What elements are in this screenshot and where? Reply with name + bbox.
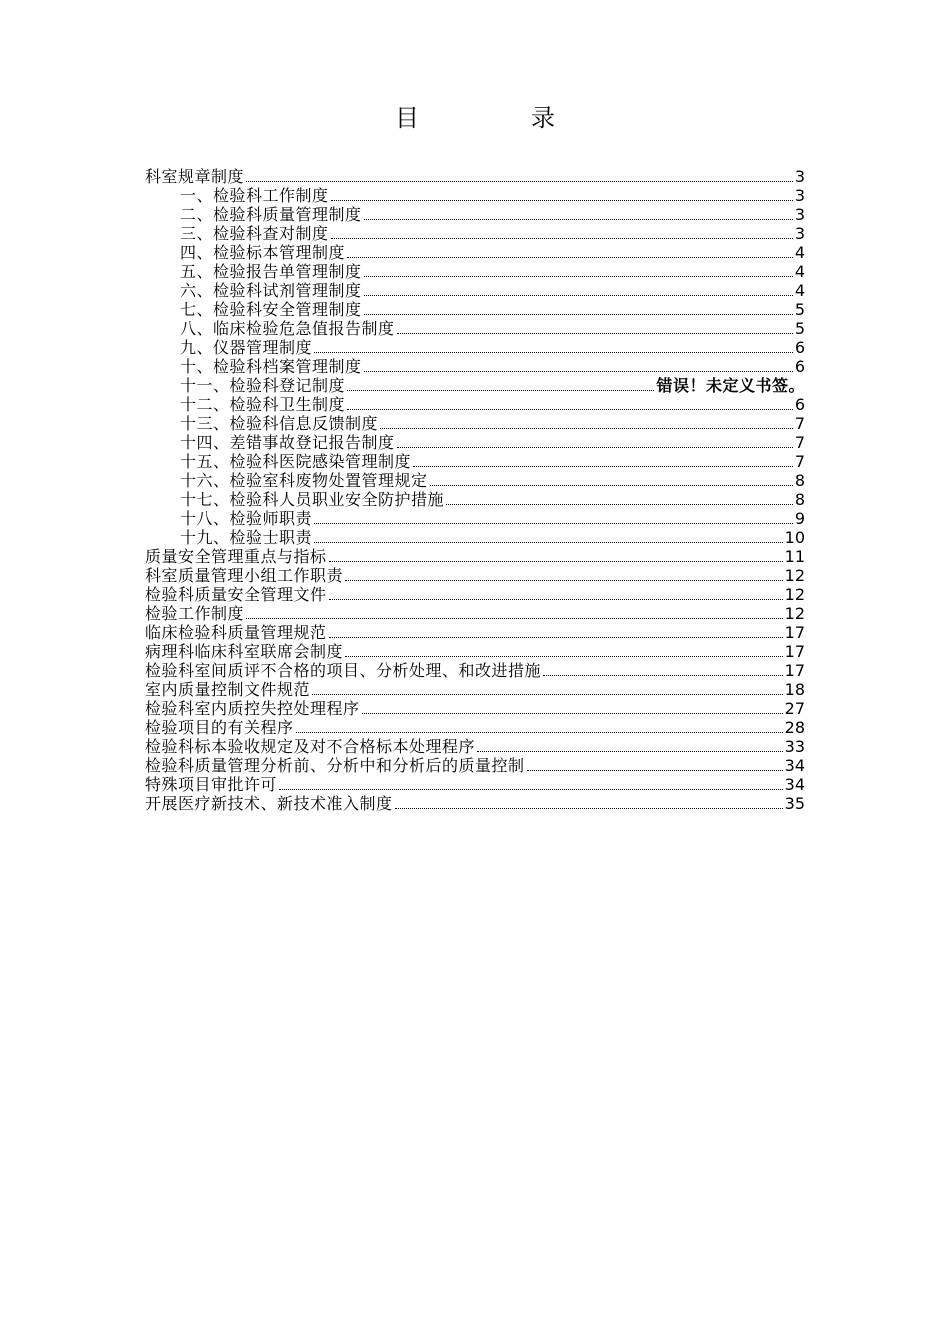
- toc-dot-leader: [314, 352, 793, 353]
- toc-dot-leader: [331, 200, 793, 201]
- toc-entry-label: 病理科临床科室联席会制度: [145, 642, 344, 661]
- toc-entry-label: 室内质量控制文件规范: [145, 680, 311, 699]
- toc-entry-label: 科室规章制度: [145, 167, 245, 186]
- toc-entry-page: 33: [784, 737, 805, 756]
- toc-entry-page: 27: [784, 699, 805, 718]
- toc-entry-label: 质量安全管理重点与指标: [145, 547, 327, 566]
- toc-entry-label: 科室质量管理小组工作职责: [145, 566, 344, 585]
- toc-entry[interactable]: [145, 281, 805, 300]
- toc-dot-leader: [364, 276, 793, 277]
- toc-entry-page: 6: [794, 338, 805, 357]
- toc-dot-leader: [347, 257, 793, 258]
- toc-dot-leader: [312, 694, 783, 695]
- toc-entry[interactable]: [145, 300, 805, 319]
- toc-dot-leader: [314, 542, 783, 543]
- toc-entry[interactable]: [145, 490, 805, 509]
- toc-entry[interactable]: [145, 718, 805, 737]
- toc-entry[interactable]: [145, 452, 805, 471]
- toc-entry[interactable]: [145, 357, 805, 376]
- toc-entry-page: 5: [794, 319, 805, 338]
- toc-entry-error: 错误！未定义书签。: [656, 376, 805, 395]
- toc-entry-label: 六、检验科试剂管理制度: [180, 281, 362, 300]
- toc-dot-leader: [397, 333, 793, 334]
- toc-entry[interactable]: [145, 604, 805, 623]
- toc-entry-label: 五、检验报告单管理制度: [180, 262, 362, 281]
- toc-dot-leader: [446, 504, 793, 505]
- toc-entry-label: 十四、差错事故登记报告制度: [180, 433, 395, 452]
- toc-entry[interactable]: [145, 243, 805, 262]
- toc-entry-page: 3: [794, 205, 805, 224]
- toc-dot-leader: [364, 371, 793, 372]
- toc-entry[interactable]: [145, 376, 805, 395]
- toc-dot-leader: [329, 599, 783, 600]
- toc-entry-page: 7: [794, 452, 805, 471]
- toc-entry[interactable]: [145, 756, 805, 775]
- toc-entry[interactable]: [145, 794, 805, 813]
- toc-entry[interactable]: [145, 737, 805, 756]
- toc-entry[interactable]: [145, 186, 805, 205]
- toc-dot-leader: [395, 808, 783, 809]
- toc-dot-leader: [246, 181, 793, 182]
- toc-entry-label: 二、检验科质量管理制度: [180, 205, 362, 224]
- toc-entry-label: 开展医疗新技术、新技术准入制度: [145, 794, 393, 813]
- toc-entry-label: 检验工作制度: [145, 604, 245, 623]
- toc-entry-page: 4: [794, 262, 805, 281]
- toc-entry[interactable]: [145, 585, 805, 604]
- toc-entry-page: 11: [784, 547, 805, 566]
- toc-entry-label: 检验科质量管理分析前、分析中和分析后的质量控制: [145, 756, 525, 775]
- toc-entry-page: 12: [784, 585, 805, 604]
- toc-entry[interactable]: [145, 414, 805, 433]
- toc-entry-label: 十二、检验科卫生制度: [180, 395, 346, 414]
- toc-entry-page: 12: [784, 604, 805, 623]
- toc-entry-label: 特殊项目审批许可: [145, 775, 278, 794]
- toc-entry-page: 7: [794, 433, 805, 452]
- toc-entry-label: 十五、检验科医院感染管理制度: [180, 452, 412, 471]
- toc-entry[interactable]: [145, 433, 805, 452]
- toc-entry-page: 3: [794, 224, 805, 243]
- toc-entry-label: 十七、检验科人员职业安全防护措施: [180, 490, 445, 509]
- toc-dot-leader: [329, 561, 783, 562]
- toc-entry-page: 10: [784, 528, 805, 547]
- toc-dot-leader: [477, 751, 783, 752]
- toc-entry-label: 十三、检验科信息反馈制度: [180, 414, 379, 433]
- toc-entry[interactable]: [145, 319, 805, 338]
- toc-entry[interactable]: [145, 395, 805, 414]
- toc-dot-leader: [347, 390, 654, 391]
- toc-entry[interactable]: [145, 205, 805, 224]
- toc-entry-label: 十八、检验师职责: [180, 509, 313, 528]
- toc-entry[interactable]: [145, 509, 805, 528]
- toc-dot-leader: [314, 523, 793, 524]
- toc-dot-leader: [329, 637, 783, 638]
- toc-entry-page: 8: [794, 490, 805, 509]
- toc-entry-page: 4: [794, 243, 805, 262]
- toc-entry-label: 一、检验科工作制度: [180, 186, 329, 205]
- toc-entry[interactable]: [145, 528, 805, 547]
- toc-entry-page: 6: [794, 395, 805, 414]
- toc-dot-leader: [543, 675, 783, 676]
- table-of-contents: [145, 167, 805, 813]
- toc-entry-label: 七、检验科安全管理制度: [180, 300, 362, 319]
- toc-entry-label: 十九、检验士职责: [180, 528, 313, 547]
- toc-dot-leader: [364, 295, 793, 296]
- toc-dot-leader: [397, 447, 793, 448]
- toc-entry[interactable]: [145, 680, 805, 699]
- toc-entry-page: 35: [784, 794, 805, 813]
- toc-entry[interactable]: [145, 623, 805, 642]
- toc-entry[interactable]: [145, 547, 805, 566]
- toc-entry-label: 十、检验科档案管理制度: [180, 357, 362, 376]
- toc-entry[interactable]: [145, 471, 805, 490]
- toc-entry-label: 八、临床检验危急值报告制度: [180, 319, 395, 338]
- toc-dot-leader: [296, 732, 783, 733]
- toc-entry-page: 5: [794, 300, 805, 319]
- toc-entry-page: 12: [784, 566, 805, 585]
- toc-entry[interactable]: [145, 167, 805, 186]
- toc-entry[interactable]: [145, 566, 805, 585]
- toc-entry[interactable]: [145, 699, 805, 718]
- toc-entry-label: 检验项目的有关程序: [145, 718, 294, 737]
- toc-entry-page: 34: [784, 775, 805, 794]
- toc-dot-leader: [362, 713, 783, 714]
- toc-entry[interactable]: [145, 338, 805, 357]
- toc-dot-leader: [347, 409, 793, 410]
- toc-entry-page: 28: [784, 718, 805, 737]
- toc-entry-label: 九、仪器管理制度: [180, 338, 313, 357]
- toc-entry[interactable]: [145, 224, 805, 243]
- toc-dot-leader: [345, 580, 783, 581]
- toc-dot-leader: [364, 314, 793, 315]
- toc-dot-leader: [430, 485, 793, 486]
- toc-dot-leader: [364, 219, 793, 220]
- toc-entry-page: 8: [794, 471, 805, 490]
- toc-entry-label: 三、检验科查对制度: [180, 224, 329, 243]
- toc-dot-leader: [279, 789, 783, 790]
- toc-entry-page: 18: [784, 680, 805, 699]
- toc-dot-leader: [246, 618, 783, 619]
- toc-entry-label: 检验科室间质评不合格的项目、分析处理、和改进措施: [145, 661, 542, 680]
- toc-entry[interactable]: [145, 775, 805, 794]
- toc-dot-leader: [413, 466, 793, 467]
- toc-entry-page: 4: [794, 281, 805, 300]
- toc-dot-leader: [345, 656, 783, 657]
- toc-dot-leader: [527, 770, 783, 771]
- toc-entry-label: 检验科质量安全管理文件: [145, 585, 327, 604]
- toc-entry-page: 7: [794, 414, 805, 433]
- toc-entry-page: 17: [784, 642, 805, 661]
- toc-entry-label: 四、检验标本管理制度: [180, 243, 346, 262]
- toc-entry-label: 临床检验科质量管理规范: [145, 623, 327, 642]
- toc-entry-page: 34: [784, 756, 805, 775]
- toc-entry-label: 十一、检验科登记制度: [180, 376, 346, 395]
- toc-entry-page: 3: [794, 186, 805, 205]
- toc-entry[interactable]: [145, 642, 805, 661]
- toc-entry-page: 6: [794, 357, 805, 376]
- toc-dot-leader: [380, 428, 793, 429]
- toc-entry-label: 检验科室内质控失控处理程序: [145, 699, 360, 718]
- page-title: 目 录: [395, 104, 599, 132]
- toc-entry-page: 3: [794, 167, 805, 186]
- toc-entry-page: 17: [784, 661, 805, 680]
- toc-entry-page: 17: [784, 623, 805, 642]
- toc-entry[interactable]: [145, 661, 805, 680]
- toc-entry[interactable]: [145, 262, 805, 281]
- toc-entry-page: 9: [794, 509, 805, 528]
- toc-dot-leader: [331, 238, 793, 239]
- toc-entry-label: 十六、检验室科废物处置管理规定: [180, 471, 428, 490]
- toc-entry-label: 检验科标本验收规定及对不合格标本处理程序: [145, 737, 476, 756]
